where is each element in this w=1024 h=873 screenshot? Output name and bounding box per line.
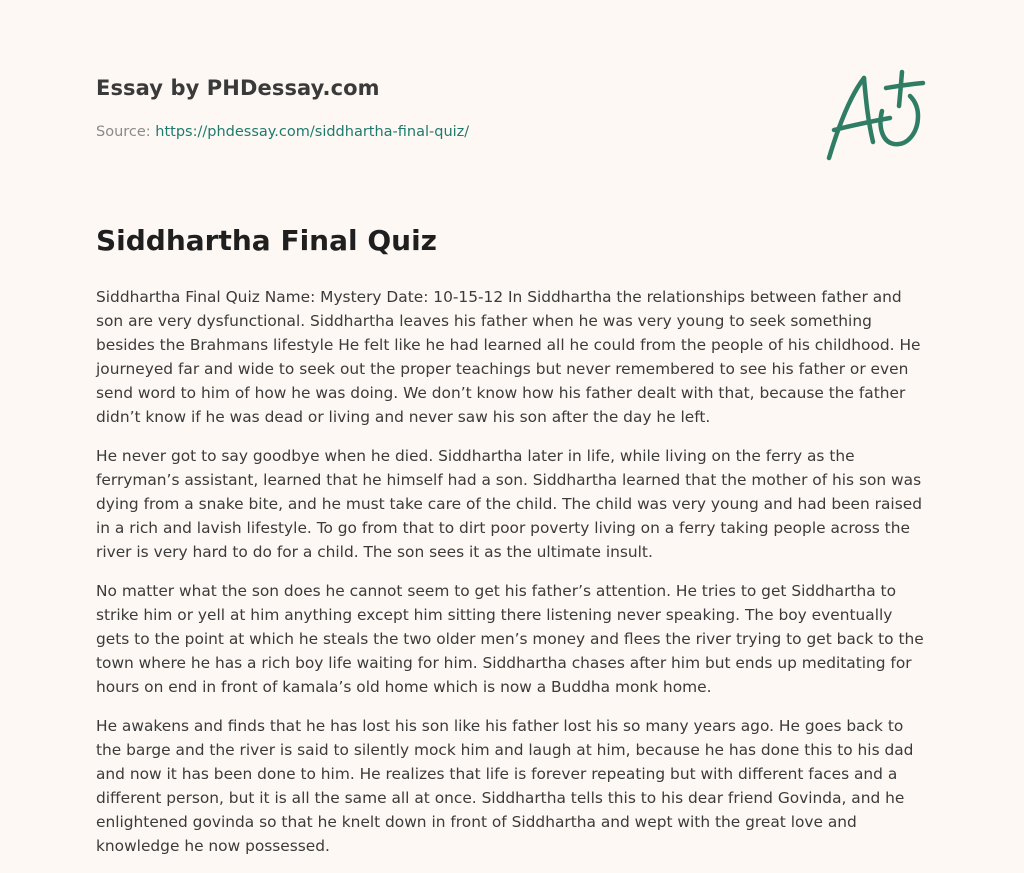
source-line — [96, 124, 469, 140]
paragraph: Siddhartha Final Quiz Name: Mystery Date: 10-15-12 In Siddhartha the relationships between father and son are very dysfunctional. Siddhartha leaves his father when he was very young to seek something besides the Brahmans lifestyle He felt like he had learned all he could from the people of his childhood. He journeyed far and wide to seek out the proper teachings but never remembered to see his father or even send word to him of how he was doing. We don’t know how his father dealt with that, because the father didn’t know if he was dead or living and never saw his son after the day he left. — [96, 288, 921, 426]
paragraph: He awakens and finds that he has lost his son like his father lost his so many years ago. He goes back to the barge and the river is said to silently mock him and laugh at him, because he has done this to his dad and now it has been done to him. He realizes that life is forever repeating but with different faces and a different person, but it is all the same all at once. Siddhartha tells this to his dear friend Govinda, and he enlightened govinda so that he knelt down in front of Siddhartha and wept with the great love and knowledge he now possessed. — [96, 717, 914, 855]
source-link[interactable]: https://phdessay.com/siddhartha-final-quiz/ — [155, 124, 470, 140]
page-title: Siddhartha Final Quiz — [96, 224, 437, 257]
paragraph: He never got to say goodbye when he died. Siddhartha later in life, while living on the ferry as the ferryman’s assistant, learned that he himself had a son. Siddhartha learned that the mother of his son was dying from a snake bite, and he must take care of the child. The child was very young and had been raised in a rich and lavish lifestyle. To go from that to dirt poor poverty living on a ferry taking people across the river is very hard to do for a child. The son sees it as the ultimate insult. — [96, 447, 922, 561]
a-plus-logo-icon — [820, 66, 930, 166]
site-brand: Essay by PHDessay.com — [96, 76, 380, 100]
source-label: Source: — [96, 124, 151, 140]
article-body — [96, 285, 928, 873]
paragraph: No matter what the son does he cannot seem to get his father’s attention. He tries to get Siddhartha to strike him or yell at him anything except him sitting there listening never speaking. The boy eventually gets to the point at which he steals the two older men’s money and flees the river trying to get back to the town where he has a rich boy life waiting for him. Siddhartha chases after him but ends up meditating for hours on end in front of kamala’s old home which is now a Buddha monk home. — [96, 582, 924, 696]
